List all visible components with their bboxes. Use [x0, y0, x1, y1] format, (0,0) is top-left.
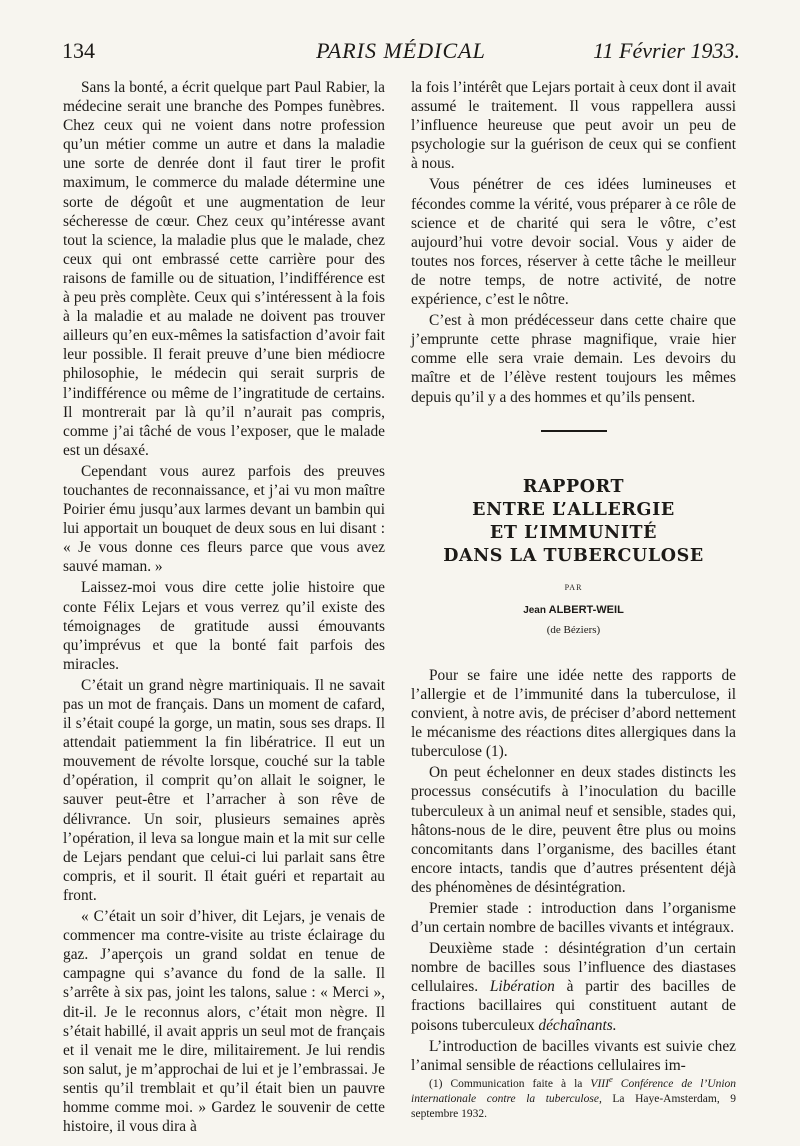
article-title — [411, 476, 736, 568]
author-affiliation: (de Béziers) — [546, 623, 601, 636]
paragraph: Vous pénétrer de ces idées lumineuses et fécondes comme la vérité, vous préparer à ce rôle de science et de charité qui sera le vôtre, c’est aujourd’hui votre devoir social. Vous y aider de toutes nos forces, réserver à cette tâche le meilleur de notre temps, de notre activité, de notre expérience, c’est le nôtre. — [411, 176, 736, 309]
author-first-name: Jean — [523, 604, 546, 616]
paragraph: C’est à mon prédécesseur dans cette chaire que j’emprunte cette phrase magnifique, vraie hier comme elle sera vraie demain. Les devoirs du maître et de l’élève restent toujours les mêmes depuis qu’il y a des hommes et qu’ils pensent. — [411, 312, 736, 406]
author-name — [411, 601, 736, 620]
title-line: DANS LA TUBERCULOSE — [443, 545, 704, 566]
paragraph: Cependant vous aurez parfois des preuves touchantes de reconnaissance, et j’ai vu mon maître Poirier ému jusqu’aux larmes devant un bambin qui lui apportait un bouquet de deux sous en lui disant : « Je vous donne ces fleurs parce que vous avez sauvé maman. » — [63, 462, 385, 576]
paragraph: Sans la bonté, a écrit quelque part Paul Rabier, la médecine serait une branche des Pompes funèbres. Chez ceux qui ne voient dans notre profession qu’un métier comme un autre et dans la maladie une sorte de denrée dont il faut tirer le profit maximum, le commerce du malade détermine une sorte de dégoût et une augmentation de leur sécheresse de cœur. Chez ceux qu’intéresse avant tout la science, la maladie plus que le malade, chez ceux qui ont embrassé cette carrière pour des raisons de famille ou de situation, l’indifférence est à peu près complète. Ceux qui s’intéressent à la fois à la maladie et au malade ne doivent pas trouver ailleurs qu’en eux-mêmes la satisfaction d’avoir fait leur possible. Il ferait preuve d’une bien médiocre philosophie, le médecin qui serait surpris de l’indifférence ou même de l’ingratitude de certains. Il montrerait par là qu’il n’aurait pas compris, comme j’ai tâché de vous l’exposer, que le malade est un désaxé. — [63, 79, 385, 459]
paragraph: Laissez-moi vous dire cette jolie histoire que conte Félix Lejars et vous verrez qu’il existe des témoignages de gratitude aussi émouvants qu’imprévus et que la bonté fait parfois des miracles. — [63, 579, 385, 673]
page-header — [62, 38, 740, 72]
left-column — [63, 78, 385, 1138]
section-divider — [541, 430, 607, 432]
paragraph: Deuxième stade : désintégration d’un certain nombre de bacilles sous l’influence des diastases cellulaires. Libération à partir des bacilles de fractions bacillaires qui constituent autant de poisons tuberculeux déchaînants. — [411, 940, 736, 1034]
author-last-name: ALBERT-WEIL — [548, 603, 624, 616]
paragraph: On peut échelonner en deux stades distincts les processus consécutifs à l’inoculation du bacille tuberculeux à un animal neuf et sensible, stades qui, hâtons-nous de le dire, peuvent être plus ou moins concomitants dans l’organisme, des bacilles étant encore intacts, tandis que d’autres présentent déjà des phénomènes de désintégration. — [411, 764, 736, 896]
paragraph: Pour se faire une idée nette des rapports de l’allergie et de l’immunité dans la tuberculose, il convient, à notre avis, de préciser d’abord nettement le mécanisme des réactions dites allergiques dans la tuberculose (1). — [411, 666, 736, 761]
byline-par: PAR — [564, 582, 583, 592]
title-line: ENTRE L’ALLERGIE — [472, 499, 675, 520]
right-column — [411, 78, 736, 1122]
paragraph: « C’était un soir d’hiver, dit Lejars, je venais de commencer ma contre-visite au triste éclairage du gaz. J’aperçois un grand soldat en tenue de campagne qui s’avance du fond de la salle. Il s’arrête à six pas, joint les talons, salue : « Merci », dit-il. Je le reconnus alors, c’était mon nègre. Il s’était habillé, il avait appris un seul mot de français et il venait me le dire, militairement. Je lui rendis son salut, je m’approchai de lui et je l’embrassai. Je sentis qu’il tremblait et qu’il était bien un pauvre homme comme moi. » Gardez le souvenir de cette histoire, il vous dira à — [63, 908, 385, 1136]
journal-title: PARIS MÉDICAL — [316, 38, 486, 63]
paragraph: L’introduction de bacilles vivants est suivie chez l’animal sensible de réactions cellulaires im- — [411, 1037, 736, 1074]
footnote: (1) Communication faite à la VIIIe Conférence de l’Union internationale contre la tuberculose, La Haye-Amsterdam, 9 septembre 1932. — [411, 1074, 737, 1120]
issue-date: 11 Février 1933. — [593, 38, 740, 63]
footnote-ref: (1). — [485, 743, 508, 761]
paragraph: C’était un grand nègre martiniquais. Il ne savait pas un mot de français. Dans un moment de cafard, il s’était coupé la gorge, un matin, sous ses draps. Il attendait patiemment la fin libératrice. Il eut un mouvement de révolte lorsque, couché sur la table d’opération, il comprit qu’on allait le soigner, le sauver peut-être et l’arracher à son rêve de délivrance. Un soir, plusieurs semaines après l’opération, il leva sa longue main et la mit sur celle de Lejars pendant que celui-ci lui parlait sans être compris, et il sourit. Il était guéri et repartait au front. — [63, 676, 385, 904]
page-number: 134 — [62, 38, 95, 63]
title-line: RAPPORT — [522, 476, 625, 497]
paragraph: la fois l’intérêt que Lejars portait à ceux dont il avait assumé le traitement. Il vous rappellera aussi l’influence heureuse que peut avoir un peu de psychologie sur la guérison de ceux qui se confient à nous. — [411, 79, 736, 173]
title-line: ET L’IMMUNITÉ — [489, 522, 658, 543]
paragraph: Premier stade : introduction dans l’organisme d’un certain nombre de bacilles vivants et intégraux. — [411, 900, 736, 937]
footnote-marker: (1) — [429, 1077, 443, 1090]
